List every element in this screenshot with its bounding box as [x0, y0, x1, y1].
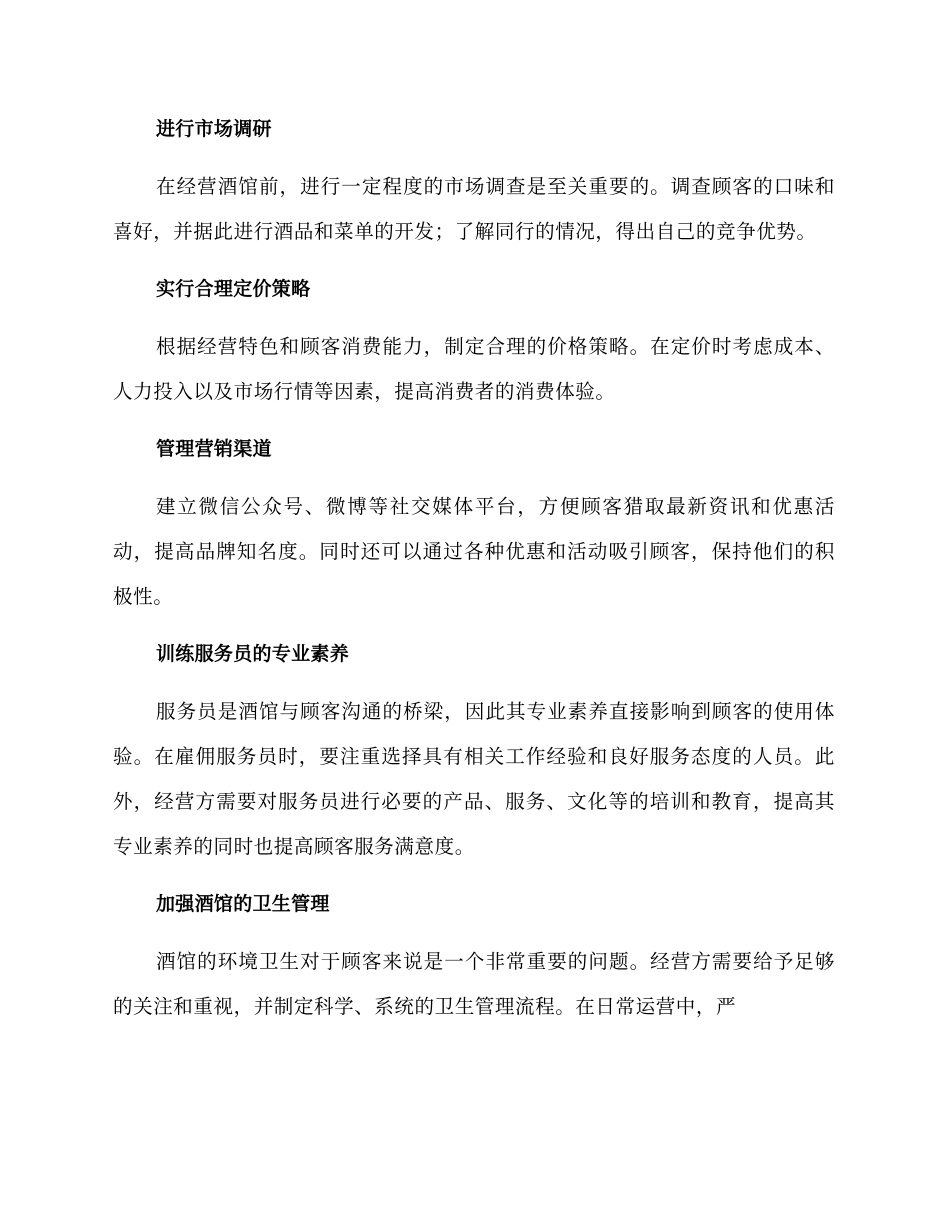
section-body-market-research: 在经营酒馆前，进行一定程度的市场调查是至关重要的。调查顾客的口味和喜好，并据此进行酒品和菜单的开发；了解同行的情况，得出自己的竞争优势。	[113, 175, 835, 243]
section-body-marketing: 建立微信公众号、微博等社交媒体平台，方便顾客猎取最新资讯和优惠活动，提高品牌知名度。同时还可以通过各种优惠和活动吸引顾客，保持他们的积极性。	[113, 495, 835, 608]
section-heading-marketing: 管理营销渠道	[156, 438, 272, 460]
section-heading-staff-training: 训练服务员的专业素养	[156, 643, 350, 665]
section-heading-pricing: 实行合理定价策略	[156, 278, 311, 300]
section-heading-market-research: 进行市场调研	[156, 118, 272, 140]
section-body-staff-training: 服务员是酒馆与顾客沟通的桥梁，因此其专业素养直接影响到顾客的使用体验。在雇佣服务员时，要注重选择具有相关工作经验和良好服务态度的人员。此外，经营方需要对服务员进行必要的产品、服务、文化等的培训和教育，提高其专业素养的同时也提高顾客服务满意度。	[113, 700, 835, 858]
document-page	[113, 107, 835, 1029]
section-body-hygiene: 酒馆的环境卫生对于顾客来说是一个非常重要的问题。经营方需要给予足够的关注和重视，并制定科学、系统的卫生管理流程。在日常运营中，严	[113, 950, 835, 1018]
section-body-pricing: 根据经营特色和顾客消费能力，制定合理的价格策略。在定价时考虑成本、人力投入以及市场行情等因素，提高消费者的消费体验。	[113, 335, 835, 403]
section-heading-hygiene: 加强酒馆的卫生管理	[156, 893, 330, 915]
